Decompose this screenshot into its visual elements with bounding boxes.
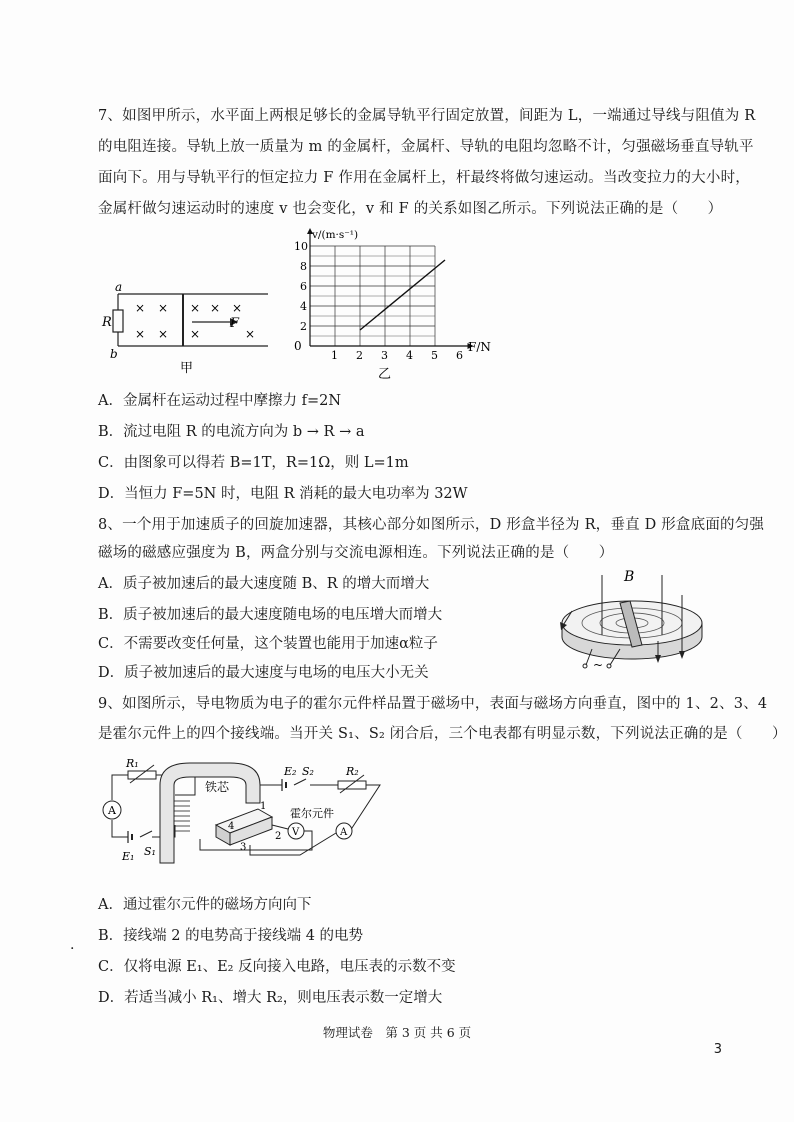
y-tick-label: 6	[300, 280, 307, 293]
x-axis-label: F/N	[468, 340, 491, 354]
stray-mark: .	[70, 937, 75, 953]
voltmeter-label: V	[292, 827, 300, 838]
page-number: 3	[713, 1042, 722, 1057]
svg-text:×: ×	[210, 301, 221, 315]
iron-core-label: 铁芯	[205, 780, 230, 794]
q7-figure-yi-chart	[288, 226, 508, 384]
terminal-1: 1	[260, 801, 267, 812]
rheostat-R1	[128, 771, 156, 779]
caption-jia: 甲	[180, 361, 194, 375]
q8-option-d: D．质子被加速后的最大速度与电场的电压大小无关	[98, 665, 429, 681]
q8-option-c: C．不需要改变任何量，这个装置也能用于加速α粒子	[98, 636, 438, 652]
chart-grid	[310, 246, 435, 346]
svg-text:×: ×	[232, 301, 243, 315]
y-axis-label: v/(m·s⁻¹)	[312, 229, 359, 241]
q7-option-d: D．当恒力 F=5N 时，电阻 R 消耗的最大电功率为 32W	[98, 486, 468, 502]
q7-option-a: A．金属杆在运动过程中摩擦力 f=2N	[98, 393, 342, 409]
q8-cyclotron-figure	[552, 565, 712, 673]
label-R: R	[102, 315, 112, 330]
ammeter-left-label: A	[108, 804, 116, 817]
q7-stem-line-3: 面向下。用与导轨平行的恒定拉力 F 作用在金属杆上，杆最终将做匀速运动。当改变拉力的大小时，	[98, 170, 750, 186]
svg-text:×: ×	[158, 327, 169, 341]
rheostat-R2	[338, 781, 366, 789]
q9-option-d: D．若适当减小 R₁、增大 R₂，则电压表示数一定增大	[98, 990, 443, 1006]
terminal-4: 4	[228, 821, 235, 832]
label-a: a	[115, 280, 123, 294]
terminal-3: 3	[240, 842, 247, 853]
label-R1: R₁	[126, 757, 139, 770]
ammeter-right-label: A	[340, 827, 348, 838]
q7-stem-line-1: 7、如图甲所示，水平面上两根足够长的金属导轨平行固定放置，间距为 L，一端通过导线与阻值为 R	[98, 108, 756, 124]
svg-text:×: ×	[135, 327, 146, 341]
q7-stem-line-4: 金属杆做匀速运动时的速度 v 也会变化，v 和 F 的关系如图乙所示。下列说法正确的是（ ）	[98, 201, 723, 217]
label-E2: E₂	[284, 765, 297, 778]
q9-option-a: A．通过霍尔元件的磁场方向向下	[98, 897, 312, 913]
q8-option-b: B．质子被加速后的最大速度随电场的电压增大而增大	[98, 607, 443, 623]
q9-option-c: C．仅将电源 E₁、E₂ 反向接入电路，电压表的示数不变	[98, 959, 456, 975]
svg-text:×: ×	[190, 327, 201, 341]
label-S2: S₂	[302, 765, 314, 778]
label-B: B	[624, 569, 635, 585]
y-tick-label: 10	[294, 240, 308, 253]
q9-option-b: B．接线端 2 的电势高于接线端 4 的电势	[98, 928, 364, 944]
x-tick-label: 6	[456, 349, 463, 362]
svg-text:×: ×	[135, 301, 146, 315]
x-tick-label: 4	[406, 349, 413, 362]
caption-yi: 乙	[378, 367, 392, 382]
q7-figure-jia	[100, 280, 275, 375]
x-tick-label: 2	[356, 349, 363, 362]
chart-series	[360, 260, 445, 330]
label-R2: R₂	[346, 765, 359, 778]
y-tick-label: 8	[300, 260, 307, 273]
ac-source-label: ~	[593, 658, 604, 672]
x-tick-label: 3	[381, 349, 388, 362]
svg-text:×: ×	[158, 301, 169, 315]
q9-hall-circuit-figure	[100, 755, 390, 870]
q7-option-b: B．流过电阻 R 的电流方向为 b → R → a	[98, 424, 365, 440]
svg-text:×: ×	[245, 327, 256, 341]
label-E1: E₁	[122, 850, 135, 863]
q8-stem-line-2: 磁场的磁感应强度为 B，两盒分别与交流电源相连。下列说法正确的是（ ）	[98, 545, 614, 561]
v-vs-F-line	[360, 260, 445, 330]
chart-ticks	[294, 240, 463, 362]
y-tick-label: 4	[300, 300, 307, 313]
label-S1: S₁	[144, 845, 156, 858]
terminal-2: 2	[275, 831, 282, 842]
label-b: b	[110, 347, 118, 361]
q7-stem-line-2: 的电阻连接。导轨上放一质量为 m 的金属杆，金属杆、导轨的电阻均忽略不计，匀强磁场垂直导轨平	[98, 139, 754, 155]
y-tick-label: 2	[300, 320, 307, 333]
x-tick-label: 5	[431, 349, 438, 362]
q9-stem-line-1: 9、如图所示，导电物质为电子的霍尔元件样品置于磁场中，表面与磁场方向垂直，图中的 1、2、3、4	[98, 696, 768, 712]
svg-text:×: ×	[190, 301, 201, 315]
page-footer: 物理试卷 第 3 页 共 6 页	[322, 1025, 472, 1040]
x-tick-label: 1	[331, 349, 338, 362]
q8-stem-line-1: 8、一个用于加速质子的回旋加速器，其核心部分如图所示，D 形盒半径为 R，垂直 D 形盒底面的匀强	[98, 517, 765, 533]
origin-label: 0	[294, 339, 302, 353]
q8-option-a: A．质子被加速后的最大速度随 B、R 的增大而增大	[98, 576, 430, 592]
hall-element-label: 霍尔元件	[290, 807, 334, 820]
label-F: F	[230, 316, 240, 331]
q9-stem-line-2: 是霍尔元件上的四个接线端。当开关 S₁、S₂ 闭合后，三个电表都有明显示数，下列说法正确的是（ ）	[98, 726, 787, 742]
q7-option-c: C．由图象可以得若 B=1T，R=1Ω，则 L=1m	[98, 455, 409, 471]
coil-windings	[174, 801, 190, 831]
resistor-R	[113, 310, 123, 332]
